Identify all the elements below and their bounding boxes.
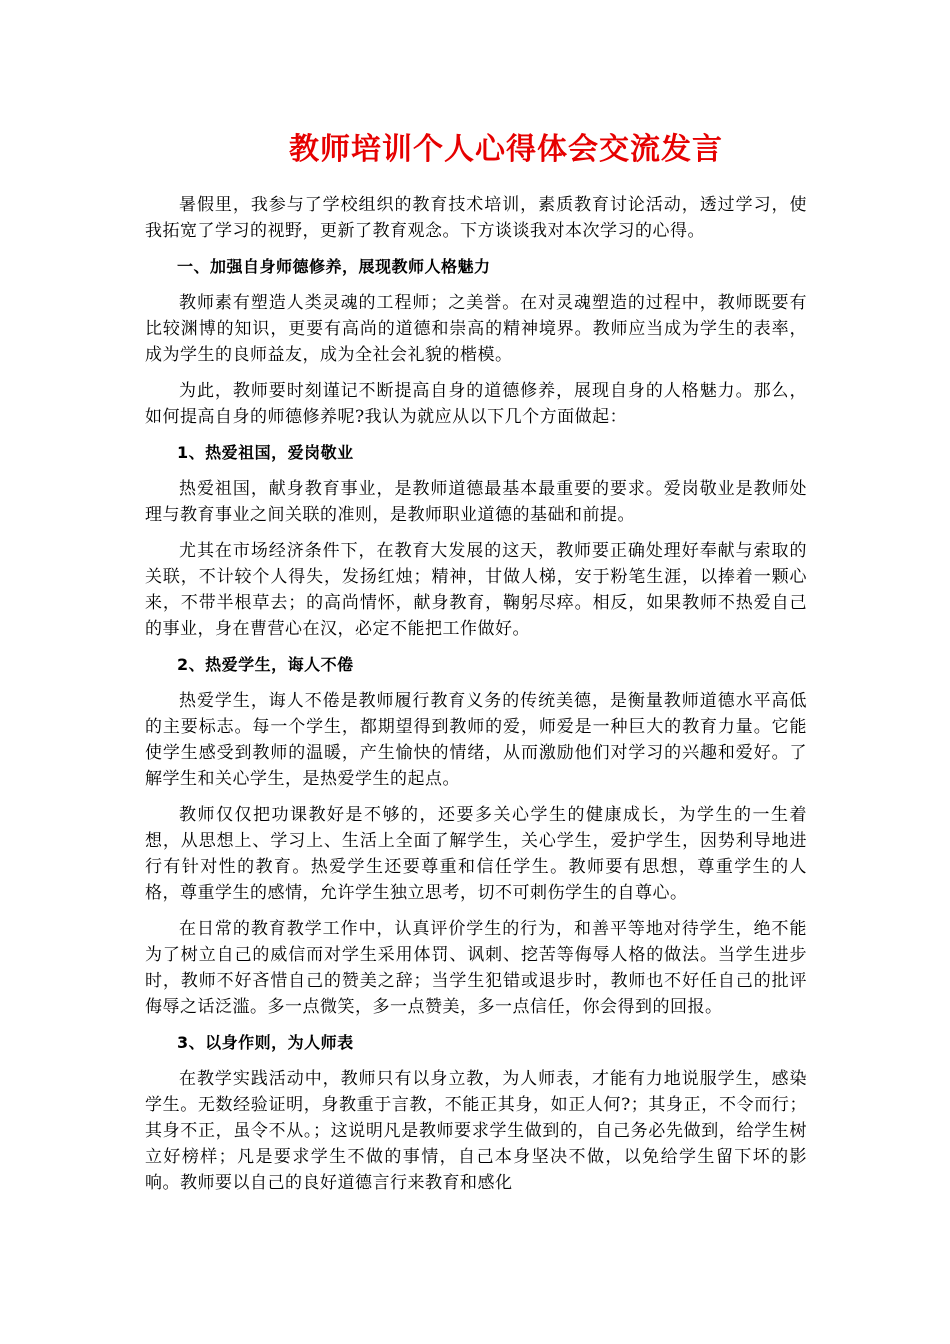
paragraph: 教师素有塑造人类灵魂的工程师；之美誉。在对灵魂塑造的过程中，教师既要有比较渊博的知识，更要有高尚的道德和崇高的精神境界。教师应当成为学生的表率，成为学生的良师益友，成为全社会礼貌的楷模。 (145, 293, 807, 365)
section-heading-1: 一、加强自身师德修养，展现教师人格魅力 (177, 257, 491, 276)
paragraph: 教师仅仅把功课教好是不够的，还要多关心学生的健康成长，为学生的一生着想，从思想上、学习上、生活上全面了解学生，关心学生，爱护学生，因势利导地进行有针对性的教育。热爱学生还要尊重和信任学生。教师要有思想，尊重学生的人格，尊重学生的感情，允许学生独立思考，切不可刺伤学生的自尊心。 (145, 805, 807, 903)
paragraph: 热爱学生，诲人不倦是教师履行教育义务的传统美德，是衡量教师道德水平高低的主要标志。每一个学生，都期望得到教师的爱，师爱是一种巨大的教育力量。它能使学生感受到教师的温暖，产生愉快的情绪，从而激励他们对学习的兴趣和爱好。了解学生和关心学生，是热爱学生的起点。 (145, 691, 807, 789)
subsection-heading-2: 2、热爱学生，诲人不倦 (177, 655, 354, 674)
document-body (145, 130, 807, 1206)
document-title: 教师培训个人心得体会交流发言 (289, 132, 723, 167)
paragraph: 尤其在市场经济条件下，在教育大发展的这天，教师要正确处理好奉献与索取的关联，不计较个人得失，发扬红烛；精神，甘做人梯，安于粉笔生涯，以捧着一颗心来，不带半根草去；的高尚情怀，献身教育，鞠躬尽瘁。相反，如果教师不热爱自己的事业，身在曹营心在汉，必定不能把工作做好。 (145, 541, 807, 639)
paragraph: 为此，教师要时刻谨记不断提高自身的道德修养，展现自身的人格魅力。那么，如何提高自身的师德修养呢?我认为就应从以下几个方面做起： (145, 381, 807, 427)
subsection-heading-1: 1、热爱祖国，爱岗敬业 (177, 443, 354, 462)
paragraph: 热爱祖国，献身教育事业，是教师道德最基本最重要的要求。爱岗敬业是教师处理与教育事业之间关联的准则，是教师职业道德的基础和前提。 (145, 479, 807, 525)
paragraph: 在日常的教育教学工作中，认真评价学生的行为，和善平等地对待学生，绝不能为了树立自己的威信而对学生采用体罚、讽刺、挖苦等侮辱人格的做法。当学生进步时，教师不好吝惜自己的赞美之辞；当学生犯错或退步时，教师也不好任自己的批评侮辱之话泛滥。多一点微笑，多一点赞美，多一点信任，你会得到的回报。 (145, 919, 807, 1017)
paragraph: 在教学实践活动中，教师只有以身立教，为人师表，才能有力地说服学生，感染学生。无数经验证明，身教重于言教，不能正其身，如正人何?；其身正，不令而行；其身不正，虽令不从。；这说明凡是教师要求学生做到的，自己务必先做到，给学生树立好榜样；凡是要求学生不做的事情，自己本身坚决不做，以免给学生留下坏的影响。教师要以自己的良好道德言行来教育和感化 (145, 1069, 807, 1193)
subsection-heading-3: 3、以身作则，为人师表 (177, 1033, 354, 1052)
intro-paragraph: 暑假里，我参与了学校组织的教育技术培训，素质教育讨论活动，透过学习，使我拓宽了学习的视野，更新了教育观念。下方谈谈我对本次学习的心得。 (145, 195, 807, 241)
